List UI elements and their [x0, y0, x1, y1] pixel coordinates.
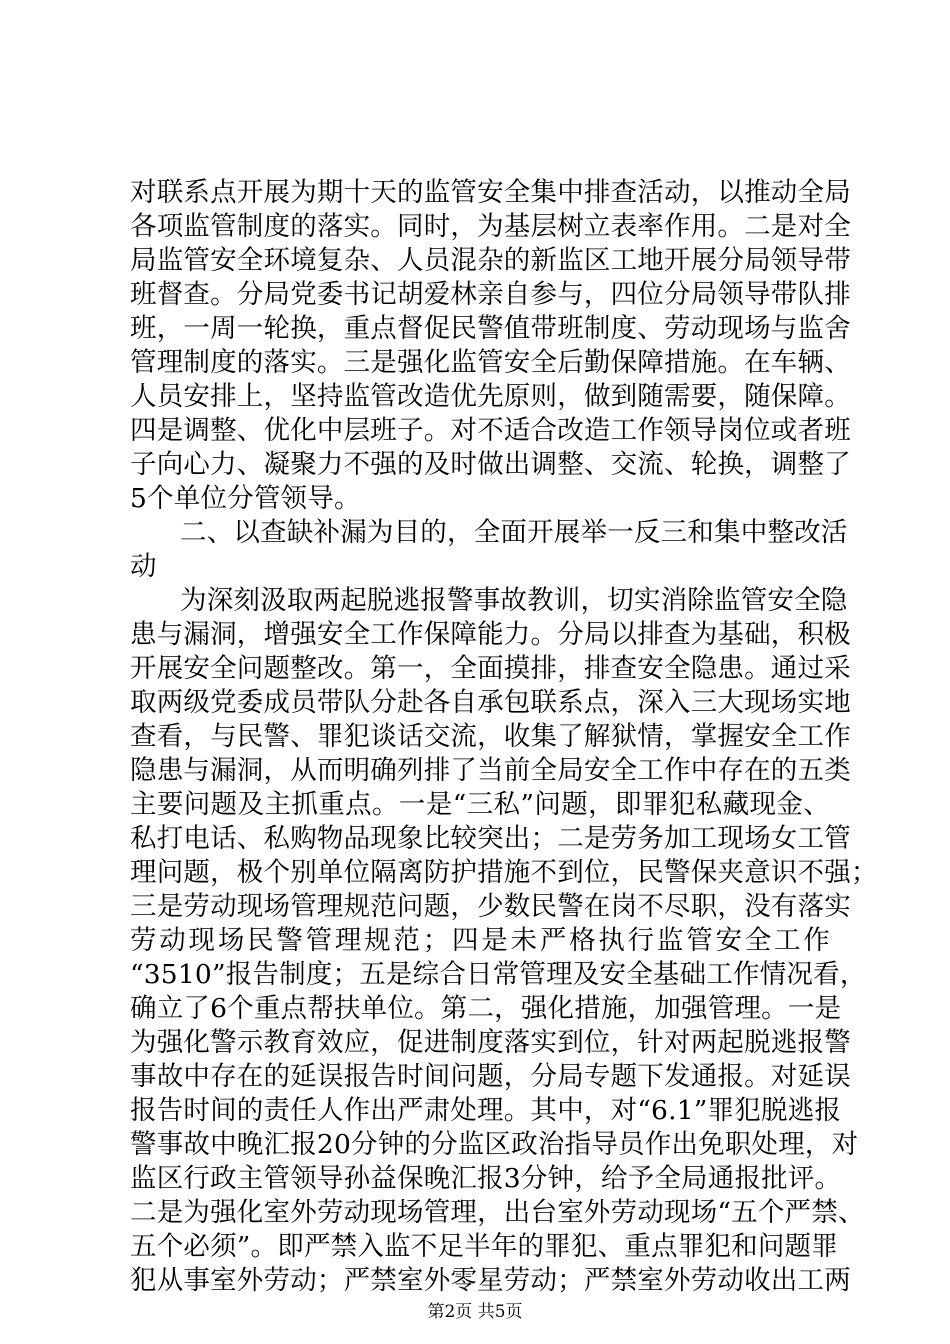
text-line: 五个必须”。即严禁入监不足半年的罪犯、重点罪犯和问题罪 — [130, 1231, 838, 1262]
text-line: 为强化警示教育效应，促进制度落实到位，针对两起脱逃报警 — [130, 1027, 851, 1058]
text-line: 班督查。分局党委书记胡爱林亲自参与，四位分局领导带队排 — [130, 279, 851, 310]
text-line: 三是劳动现场管理规范问题，少数民警在岗不尽职，没有落实 — [130, 891, 851, 922]
text-line: 理问题，极个别单位隔离防护措施不到位，民警保夹意识不强； — [130, 857, 878, 888]
text-line: 警事故中晚汇报20分钟的分监区政治指导员作出免职处理，对 — [130, 1129, 859, 1160]
text-line: 取两级党委成员带队分赴各自承包联系点，深入三大现场实地 — [130, 687, 851, 718]
text-line: 确立了6个重点帮扶单位。第二，强化措施，加强管理。一是 — [130, 993, 842, 1024]
text-line: 犯从事室外劳动；严禁室外零星劳动；严禁室外劳动收出工两 — [130, 1265, 851, 1296]
text-line: 劳动现场民警管理规范；四是未严格执行监管安全工作 — [130, 925, 830, 956]
text-line: 主要问题及主抓重点。一是“三私”问题，即罪犯私藏现金、 — [130, 789, 830, 820]
text-line: 四是调整、优化中层班子。对不适合改造工作领导岗位或者班 — [130, 415, 851, 446]
text-line: 私打电话、私购物品现象比较突出；二是劳务加工现场女工管 — [130, 823, 851, 854]
text-line: 监区行政主管领导孙益保晚汇报3分钟，给予全局通报批评。 — [130, 1163, 842, 1194]
text-line: 人员安排上，坚持监管改造优先原则，做到随需要，随保障。 — [130, 381, 851, 412]
section-heading-line: 动 — [130, 551, 157, 582]
text-line: 隐患与漏洞，从而明确列排了当前全局安全工作中存在的五类 — [130, 755, 851, 786]
text-line: 查看，与民警、罪犯谈话交流，收集了解狱情，掌握安全工作 — [130, 721, 851, 752]
text-line: 管理制度的落实。三是强化监管安全后勤保障措施。在车辆、 — [130, 347, 851, 378]
text-line: 局监管安全环境复杂、人员混杂的新监区工地开展分局领导带 — [130, 245, 851, 276]
section-heading-line: 二、以查缺补漏为目的，全面开展举一反三和集中整改活 — [180, 517, 848, 548]
text-line: “3510”报告制度；五是综合日常管理及安全基础工作情况看， — [130, 959, 867, 990]
text-line: 事故中存在的延误报告时间问题，分局专题下发通报。对延误 — [130, 1061, 851, 1092]
text-line: 为深刻汲取两起脱逃报警事故教训，切实消除监管安全隐 — [180, 585, 848, 616]
text-line: 子向心力、凝聚力不强的及时做出调整、交流、轮换，调整了 — [130, 449, 851, 480]
text-line: 开展安全问题整改。第一，全面摸排，排查安全隐患。通过采 — [130, 653, 851, 684]
text-line: 班，一周一轮换，重点督促民警值带班制度、劳动现场与监舍 — [130, 313, 851, 344]
text-line: 二是为强化室外劳动现场管理，出台室外劳动现场“五个严禁、 — [130, 1197, 865, 1228]
text-line: 报告时间的责任人作出严肃处理。其中，对“6.1”罪犯脱逃报 — [130, 1095, 842, 1126]
page-number-footer: 第2页 共5页 — [427, 1302, 523, 1322]
text-line: 5个单位分管领导。 — [130, 483, 361, 514]
text-line: 各项监管制度的落实。同时，为基层树立表率作用。二是对全 — [130, 211, 851, 242]
text-line: 对联系点开展为期十天的监管安全集中排查活动，以推动全局 — [130, 177, 851, 208]
text-line: 患与漏洞，增强安全工作保障能力。分局以排查为基础，积极 — [130, 619, 851, 650]
